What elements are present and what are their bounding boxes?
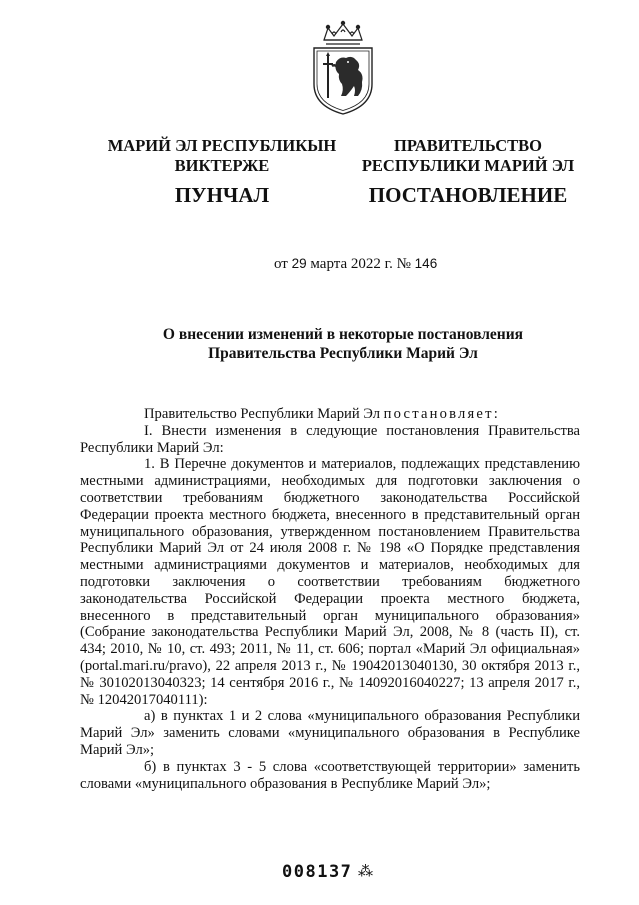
subject-line1: О внесении изменений в некоторые постановления (162, 326, 524, 343)
header-left-line1: МАРИЙ ЭЛ РЕСПУБЛИКЫН (107, 136, 337, 155)
subject-line2: Правительства Республики Марий Эл (208, 345, 478, 362)
paragraph-subitem-a: а) в пунктах 1 и 2 слова «муниципального образования Республики Марий Эл» заменить словами «муниципального образования в Республике Марий Эл»; (80, 708, 580, 758)
paragraph-item-1: 1. В Перечне документов и материалов, подлежащих представлению местными администрациями, необходимых для подготовки заключения о соответствии требованиям бюджетного законодательства Российской Федерации проекта местного бюджета, внесенного в представительный орган муниципального образования, утвержденном постановлением Правительства Республики Марий Эл от 24 июля 2008 г. № 198 «О Порядке представления местными администрациями документов и материалов, необходимых для подготовки заключения о соответствии требованиям бюджетного законодательства Российской Федерации проекта местного бюджета, внесенного в представительный орган муниципального образования» (Собрание законодательства Республики Марий Эл, 2008, № 8 (часть II), ст. 434; 2010, № 10, ст. 493; 2011, № 11, ст. 606; портал «Марий Эл официальная» (portal.mari.ru/pravo), 22 апреля 2013 г., № 19042013040130, 30 октября 2013 г., № 30102013040323; 14 сентября 2016 г., № 14092016040227; 13 апреля 2017 г., № 12042017040111): (80, 456, 580, 708)
preamble-colon: : (493, 406, 498, 422)
preamble-text: Правительство Республики Марий Эл (144, 406, 384, 422)
header-left-line2: ВИКТЕРЖЕ (174, 156, 270, 175)
serial-number: 008137 (282, 862, 353, 882)
header-left-title: ПУНЧАЛ (174, 183, 270, 207)
date-day: 29 (291, 256, 307, 271)
paragraph-preamble (80, 406, 580, 423)
coat-of-arms-icon (306, 18, 380, 118)
date-prefix: от (274, 256, 292, 272)
paragraph-subitem-b: б) в пунктах 3 - 5 слова «соответствующей территории» заменить словами «муниципального образования в Республике Марий Эл»; (80, 758, 580, 792)
preamble-decree-word: постановляет (383, 406, 494, 422)
header-right (352, 136, 584, 208)
date-middle: марта 2022 г. № (306, 256, 415, 272)
date-line (274, 256, 437, 273)
document-number: 146 (414, 256, 438, 271)
stamp-mark-icon: ⁂ (358, 864, 373, 880)
header-left (100, 136, 344, 208)
header-right-line2: РЕСПУБЛИКИ МАРИЙ ЭЛ (361, 156, 575, 175)
header-right-line1: ПРАВИТЕЛЬСТВО (394, 136, 542, 155)
header-right-title: ПОСТАНОВЛЕНИЕ (368, 183, 568, 207)
paragraph-section-1: I. Внести изменения в следующие постановления Правительства Республики Марий Эл: (80, 422, 580, 456)
document-body (80, 406, 580, 792)
document-subject (120, 325, 566, 363)
